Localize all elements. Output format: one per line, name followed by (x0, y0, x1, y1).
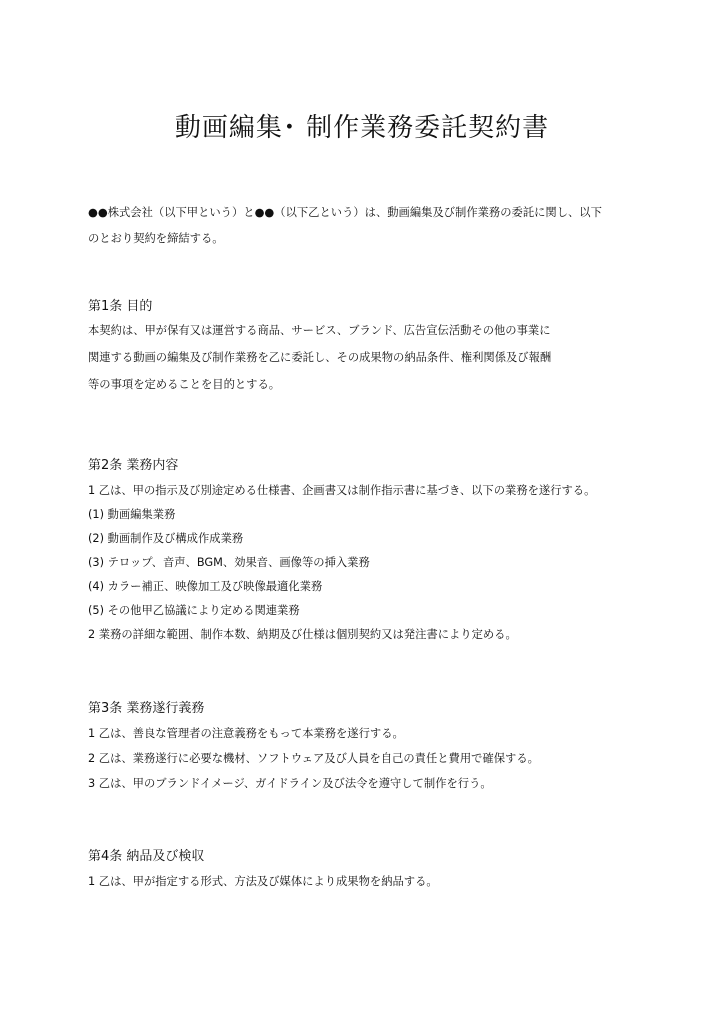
article-2-line: (4) カラー補正、映像加工及び映像最適化業務 (88, 580, 323, 593)
article-1-heading: 第1条 目的 (88, 299, 153, 314)
article-2-line: (2) 動画制作及び構成作成業務 (88, 532, 244, 545)
article-1-line: 本契約は、甲が保有又は運営する商品、サービス、ブランド、広告宣伝活動その他の事業に (88, 324, 551, 337)
article-2-heading: 第2条 業務内容 (88, 458, 179, 473)
article-2-line: (5) その他甲乙協議により定める関連業務 (88, 604, 300, 617)
document-title: 動画編集･ 制作業務委託契約書 (174, 113, 550, 143)
article-4-heading: 第4条 納品及び検収 (88, 849, 205, 864)
article-2-line: (3) テロップ、音声、BGM、効果音、画像等の挿入業務 (88, 556, 370, 569)
article-3-heading: 第3条 業務遂行義務 (88, 701, 205, 716)
article-1-line: 関連する動画の編集及び制作業務を乙に委託し、その成果物の納品条件、権利関係及び報酬 (88, 351, 552, 364)
article-3-line: 2 乙は、業務遂行に必要な機材、ソフトウェア及び人員を自己の責任と費用で確保する。 (88, 752, 539, 765)
article-3-line: 1 乙は、善良な管理者の注意義務をもって本業務を遂行する。 (88, 727, 404, 740)
preamble-line: のとおり契約を締結する。 (88, 232, 224, 245)
article-4-line: 1 乙は、甲が指定する形式、方法及び媒体により成果物を納品する。 (88, 875, 438, 888)
article-3-line: 3 乙は、甲のブランドイメージ、ガイドライン及び法令を遵守して制作を行う。 (88, 777, 492, 790)
article-1-line: 等の事項を定めることを目的とする。 (88, 378, 281, 391)
article-2-line: 2 業務の詳細な範囲、制作本数、納期及び仕様は個別契約又は発注書により定める。 (88, 628, 517, 641)
preamble-line: ●●株式会社（以下甲という）と●●（以下乙という）は、動画編集及び制作業務の委託に関し、以下 (88, 206, 602, 219)
article-2-line: (1) 動画編集業務 (88, 508, 176, 521)
article-2-line: 1 乙は、甲の指示及び別途定める仕様書、企画書又は制作指示書に基づき、以下の業務を遂行する。 (88, 484, 596, 497)
